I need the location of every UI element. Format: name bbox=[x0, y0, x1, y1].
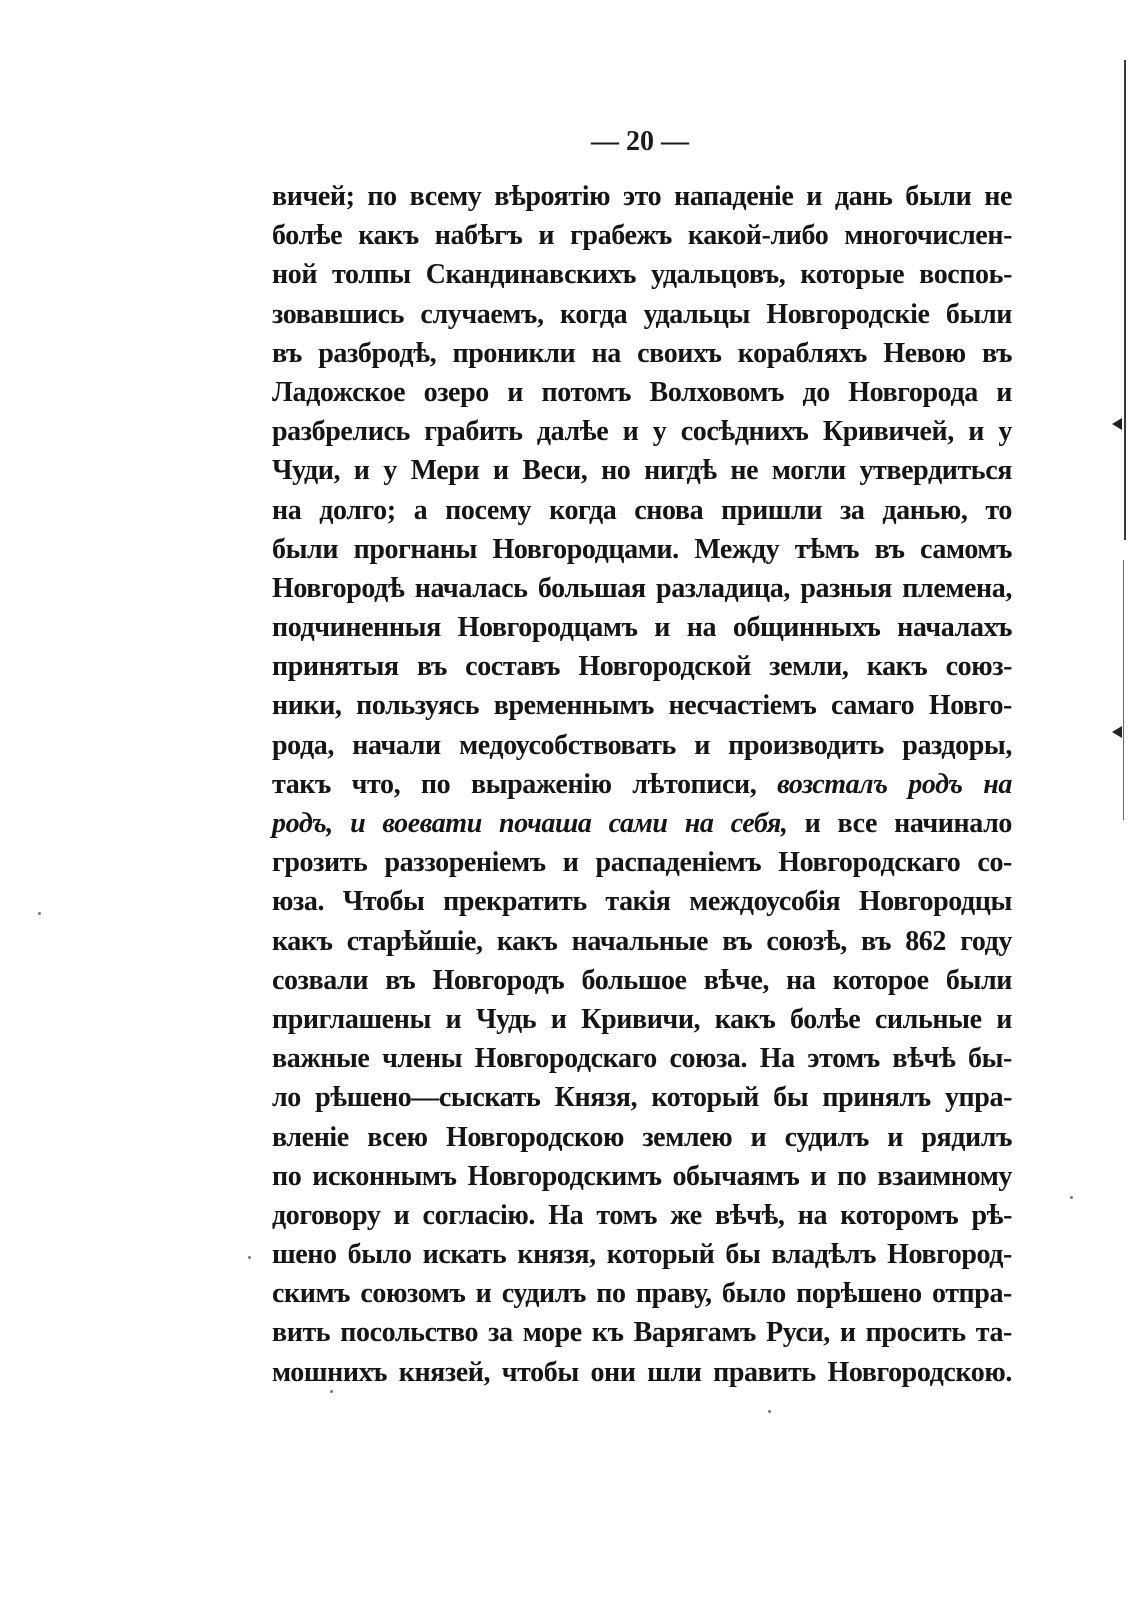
chronicle-quote-part-1: возсталъ родъ на bbox=[777, 768, 1012, 800]
text-line: шено было искать князя, который бы владѣлъ Новгород- bbox=[272, 1239, 1012, 1271]
quote-prefix: такъ что, по выраженію лѣтописи, bbox=[272, 768, 757, 800]
text-line: ло рѣшено—сыскать Князя, который бы принялъ упра- bbox=[272, 1082, 1012, 1114]
text-line: созвали въ Новгородъ большое вѣче, на которое были bbox=[272, 964, 1012, 996]
text-line: вичей; по всему вѣроятію это нападеніе и дань были не bbox=[272, 181, 1012, 212]
text-line: болѣе какъ набѣгъ и грабежъ какой-либо многочислен- bbox=[272, 220, 1012, 252]
scan-speck bbox=[768, 1410, 771, 1413]
text-line: зовавшись случаемъ, когда удальцы Новгородскіе были bbox=[272, 298, 1012, 330]
text-line: мошнихъ князей, чтобы они шли править Новгородскою. bbox=[272, 1356, 1012, 1388]
body-text bbox=[272, 177, 1012, 1392]
scan-edge-line bbox=[1123, 560, 1124, 820]
text-line: юза. Чтобы прекратить такія междоусобія Новгородцы bbox=[272, 886, 1012, 918]
text-line: какъ старѣйшіе, какъ начальные въ союзѣ, въ 862 году bbox=[272, 925, 1012, 957]
text-line: вить посольство за море къ Варягамъ Руси, и просить та- bbox=[272, 1317, 1012, 1349]
text-line: по исконнымъ Новгородскимъ обычаямъ и по взаимному bbox=[272, 1160, 1012, 1192]
text-line: рода, начали медоусобствовать и производить раздоры, bbox=[272, 729, 1012, 761]
text-line: грозить раззореніемъ и распаденіемъ Новгородскаго со- bbox=[272, 847, 1012, 879]
text-line: Чуди, и у Мери и Веси, но нигдѣ не могли утвердиться bbox=[272, 455, 1012, 487]
scan-speck bbox=[1070, 1196, 1073, 1199]
text-line: были прогнаны Новгородцами. Между тѣмъ въ самомъ bbox=[272, 533, 1012, 565]
text-line: ной толпы Скандинавскихъ удальцовъ, которые воспоь- bbox=[272, 259, 1012, 291]
text-line: на долго; а посему когда снова пришли за данью, то bbox=[272, 494, 1012, 526]
text-line: вленіе всею Новгородскою землею и судилъ и рядилъ bbox=[272, 1121, 1012, 1153]
text-line: въ разбродѣ, проникли на своихъ корабляхъ Невою въ bbox=[272, 337, 1012, 369]
scan-edge-line bbox=[1124, 60, 1126, 540]
text-line: Новгородѣ началась большая разладица, разныя племена, bbox=[272, 572, 1012, 604]
text-line: разбрелись грабить далѣе и у сосѣднихъ Кривичей, и у bbox=[272, 416, 1012, 448]
text-line: подчиненныя Новгородцамъ и на общинныхъ началахъ bbox=[272, 612, 1012, 644]
text-line-quote-1 bbox=[272, 765, 1012, 804]
text-line-quote-2 bbox=[272, 804, 1012, 843]
text-line: Ладожское озеро и потомъ Волховомъ до Новгорода и bbox=[272, 376, 1012, 408]
text-line: приглашены и Чудь и Кривичи, какъ болѣе сильные и bbox=[272, 1003, 1012, 1035]
chronicle-quote-part-2: родъ, и воевати почаша сами на себя, bbox=[272, 808, 788, 839]
text-line: принятыя въ составъ Новгородской земли, какъ союз- bbox=[272, 651, 1012, 683]
scan-speck bbox=[38, 912, 41, 915]
text-line: скимъ союзомъ и судилъ по праву, было порѣшено отпра- bbox=[272, 1278, 1012, 1310]
scan-edge-mark bbox=[1112, 726, 1122, 738]
text-line: важные члены Новгородскаго союза. На этомъ вѣчѣ бы- bbox=[272, 1043, 1012, 1075]
text-line: ники, пользуясь временнымъ несчастіемъ самаго Новго- bbox=[272, 690, 1012, 722]
scan-edge-mark bbox=[1112, 418, 1122, 430]
scan-speck bbox=[248, 1256, 251, 1259]
page-number: — 20 — bbox=[591, 126, 689, 157]
text-line: договору и согласію. На томъ же вѣчѣ, на которомъ рѣ- bbox=[272, 1199, 1012, 1231]
quote-suffix: и все начинало bbox=[804, 808, 1013, 839]
scan-speck bbox=[330, 1390, 333, 1393]
